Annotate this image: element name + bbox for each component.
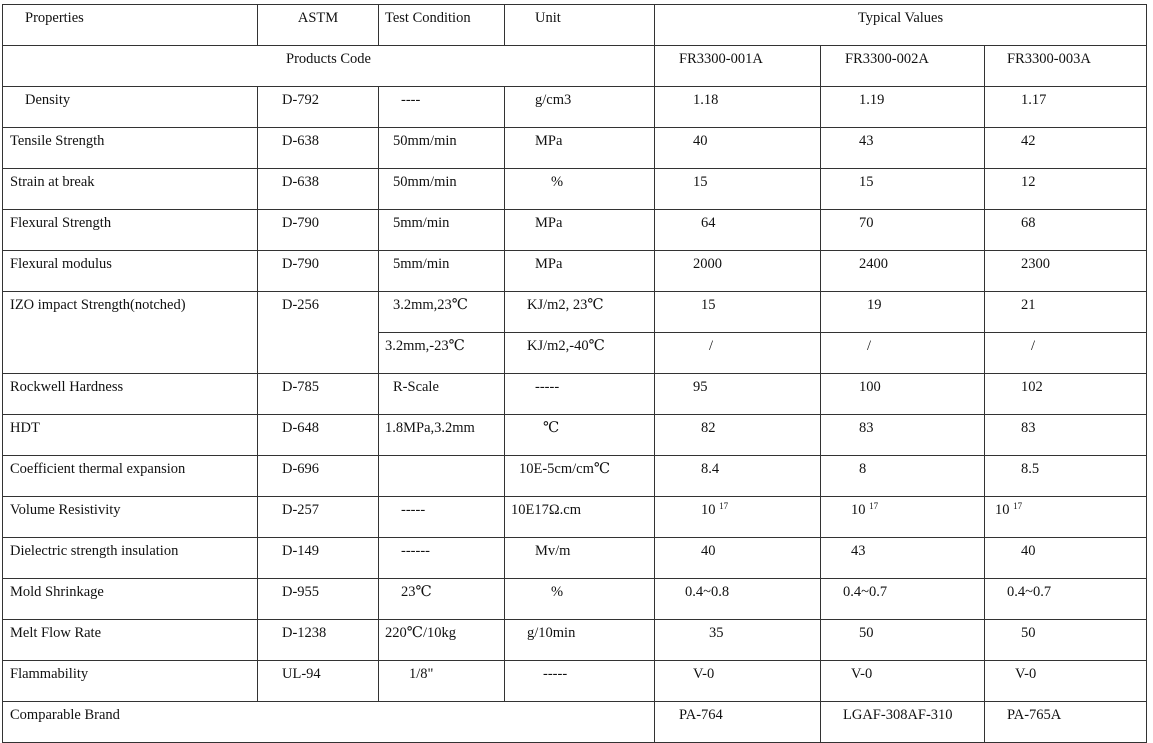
value: 15 [655,292,821,333]
value: 0.4~0.7 [985,579,1147,620]
table-row [3,456,1147,497]
table-row [3,538,1147,579]
astm-code: D-1238 [258,620,379,661]
value-base: 10 [995,502,1010,518]
astm-code: D-149 [258,538,379,579]
value: 1.19 [821,87,985,128]
unit: KJ/m2, 23℃ [505,292,655,333]
value: V-0 [821,661,985,702]
product-code: FR3300-001A [655,46,821,87]
table-row [3,128,1147,169]
value [985,497,1147,538]
value: 2400 [821,251,985,292]
test-condition: 1/8" [379,661,505,702]
property-name: Flexural Strength [3,210,258,251]
comparable-brand-label: Comparable Brand [3,702,655,743]
astm-code: D-955 [258,579,379,620]
header-test-condition: Test Condition [379,5,505,46]
value: 43 [821,128,985,169]
header-row [3,5,1147,46]
property-name: Flexural modulus [3,251,258,292]
value: / [821,333,985,374]
table-row [3,169,1147,210]
property-name: Melt Flow Rate [3,620,258,661]
test-condition: ------ [379,538,505,579]
value: 8 [821,456,985,497]
product-code: FR3300-002A [821,46,985,87]
astm-code: D-790 [258,251,379,292]
astm-code: D-792 [258,87,379,128]
value: 12 [985,169,1147,210]
value: 19 [821,292,985,333]
table-row [3,661,1147,702]
value: 15 [655,169,821,210]
test-condition: R-Scale [379,374,505,415]
test-condition: 23℃ [379,579,505,620]
value: 83 [821,415,985,456]
value: 15 [821,169,985,210]
unit: ----- [505,661,655,702]
property-name: Density [3,87,258,128]
value: 102 [985,374,1147,415]
value: 0.4~0.7 [821,579,985,620]
table-row [3,210,1147,251]
header-unit: Unit [505,5,655,46]
test-condition: 3.2mm,-23℃ [379,333,505,374]
value-exponent: 17 [1013,501,1023,511]
header-astm: ASTM [258,5,379,46]
value: 2000 [655,251,821,292]
header-typical-values: Typical Values [655,5,1147,46]
value: 35 [655,620,821,661]
property-name: Rockwell Hardness [3,374,258,415]
table-row [3,292,1147,333]
value: 100 [821,374,985,415]
value: 0.4~0.8 [655,579,821,620]
unit: % [505,169,655,210]
test-condition: 3.2mm,23℃ [379,292,505,333]
product-code: FR3300-003A [985,46,1147,87]
astm-code: D-638 [258,169,379,210]
table-row [3,497,1147,538]
value: 50 [985,620,1147,661]
value: 8.5 [985,456,1147,497]
property-name: Volume Resistivity [3,497,258,538]
test-condition: 220℃/10kg [379,620,505,661]
value: 1.18 [655,87,821,128]
value: 21 [985,292,1147,333]
test-condition: ---- [379,87,505,128]
unit: % [505,579,655,620]
test-condition: 1.8MPa,3.2mm [379,415,505,456]
value: 40 [655,128,821,169]
products-code-label: Products Code [3,46,655,87]
astm-code: D-648 [258,415,379,456]
properties-table [2,4,1147,743]
value: 42 [985,128,1147,169]
value: 40 [655,538,821,579]
value: 64 [655,210,821,251]
table-row [3,374,1147,415]
unit: MPa [505,210,655,251]
value: 8.4 [655,456,821,497]
property-name: Mold Shrinkage [3,579,258,620]
astm-code: D-256 [258,292,379,374]
unit: MPa [505,251,655,292]
value: / [985,333,1147,374]
value: 70 [821,210,985,251]
value: / [655,333,821,374]
table-row [3,620,1147,661]
value: 83 [985,415,1147,456]
test-condition: 5mm/min [379,210,505,251]
astm-code: D-790 [258,210,379,251]
value-base: 10 [851,502,866,518]
value: 40 [985,538,1147,579]
test-condition: 5mm/min [379,251,505,292]
table-row [3,87,1147,128]
property-name: HDT [3,415,258,456]
properties-table-container [2,4,1146,723]
value-exponent: 17 [869,501,879,511]
products-code-row [3,46,1147,87]
astm-code: D-785 [258,374,379,415]
unit: ℃ [505,415,655,456]
value [821,497,985,538]
table-row [3,579,1147,620]
value: 2300 [985,251,1147,292]
unit: g/10min [505,620,655,661]
property-name: Coefficient thermal expansion [3,456,258,497]
property-name: Tensile Strength [3,128,258,169]
comparable-brand: PA-765A [985,702,1147,743]
test-condition: 50mm/min [379,128,505,169]
unit: KJ/m2,-40℃ [505,333,655,374]
value: 50 [821,620,985,661]
value: 82 [655,415,821,456]
property-name: Flammability [3,661,258,702]
value: 43 [821,538,985,579]
value: 1.17 [985,87,1147,128]
astm-code: D-638 [258,128,379,169]
astm-code: D-696 [258,456,379,497]
value: 68 [985,210,1147,251]
unit: ----- [505,374,655,415]
comparable-brand-row [3,702,1147,743]
value: V-0 [655,661,821,702]
table-row [3,251,1147,292]
value-base: 10 [701,502,716,518]
value: 95 [655,374,821,415]
value-exponent: 17 [719,501,729,511]
unit: Mv/m [505,538,655,579]
unit: g/cm3 [505,87,655,128]
unit: 10E17Ω.cm [505,497,655,538]
comparable-brand: PA-764 [655,702,821,743]
astm-code: D-257 [258,497,379,538]
test-condition [379,456,505,497]
value [655,497,821,538]
comparable-brand: LGAF-308AF-310 [821,702,985,743]
header-properties: Properties [3,5,258,46]
property-name: Strain at break [3,169,258,210]
value: V-0 [985,661,1147,702]
property-name: Dielectric strength insulation [3,538,258,579]
unit: MPa [505,128,655,169]
astm-code: UL-94 [258,661,379,702]
table-row [3,415,1147,456]
test-condition: 50mm/min [379,169,505,210]
unit: 10E-5cm/cm℃ [505,456,655,497]
test-condition: ----- [379,497,505,538]
property-name: IZO impact Strength(notched) [3,292,258,374]
